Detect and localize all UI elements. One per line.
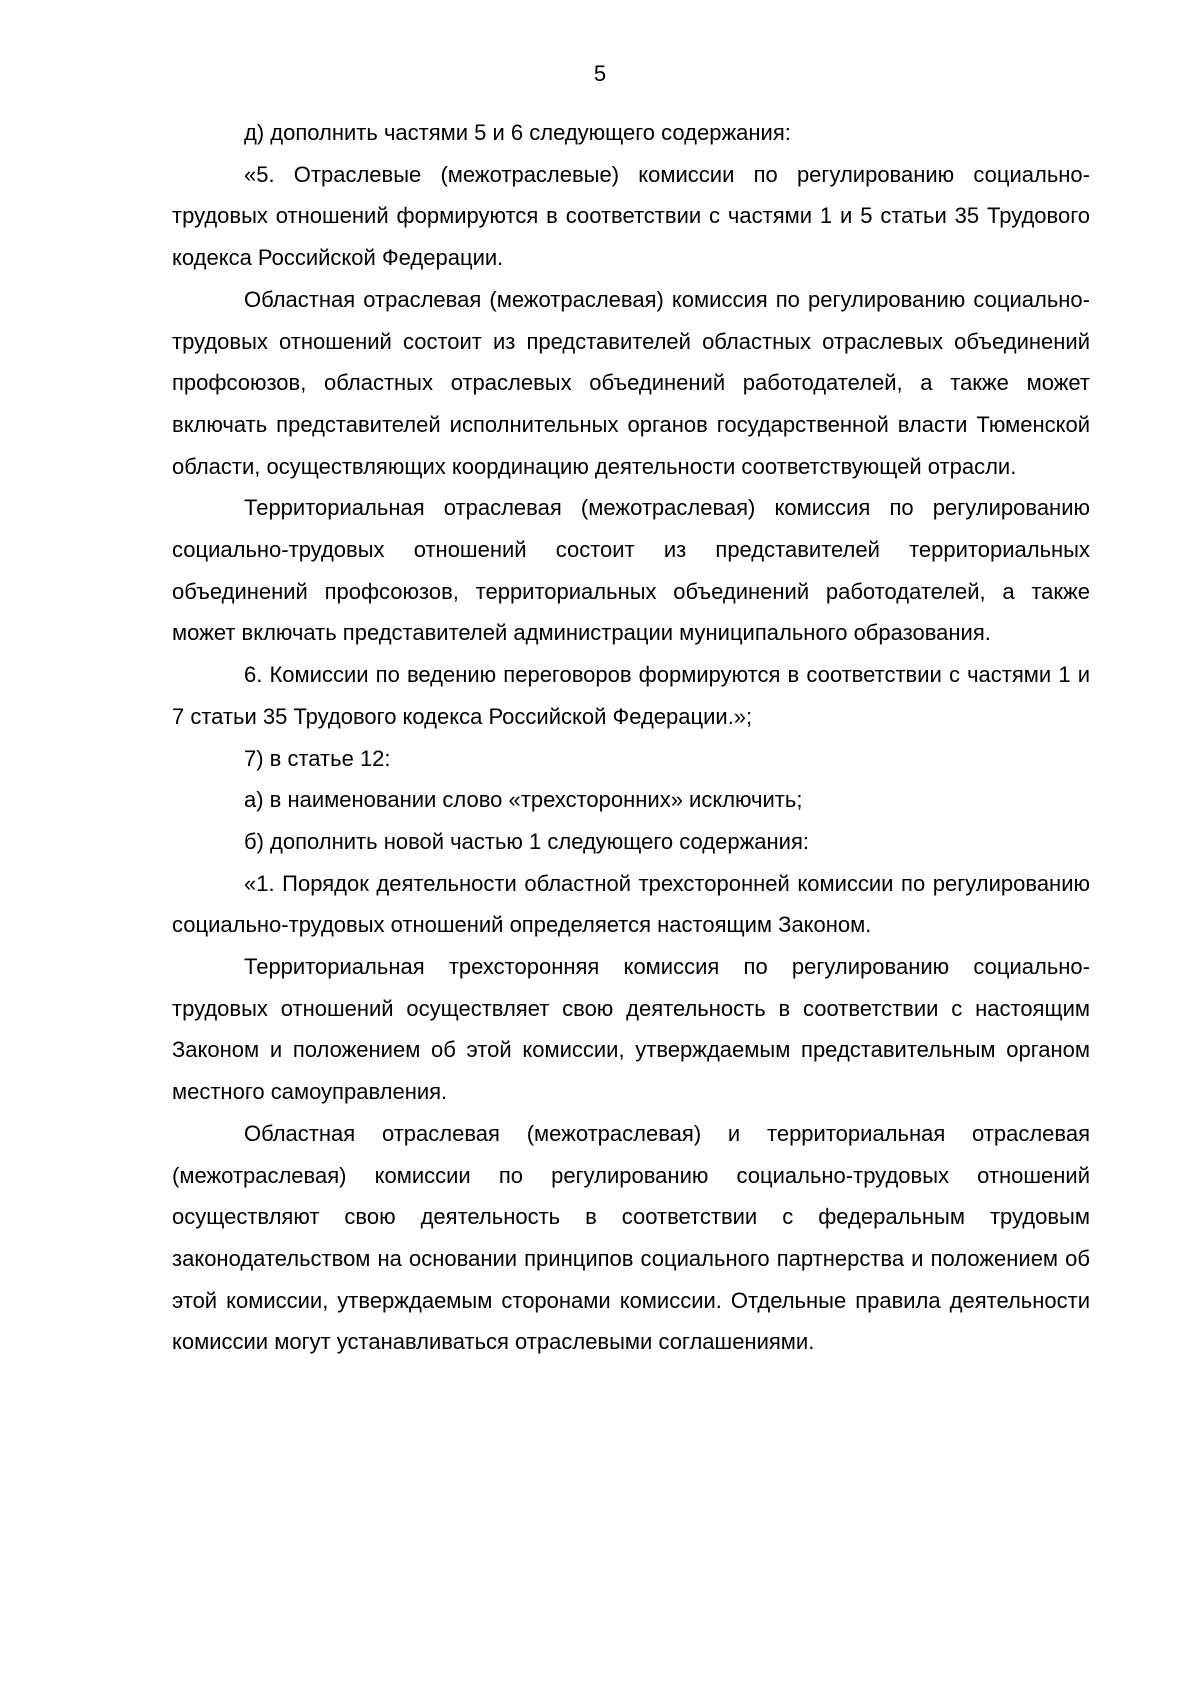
- page-number: 5: [593, 61, 607, 86]
- paragraph-part-5: «5. Отраслевые (межотраслевые) комиссии по регулированию социально-трудовых отношений формируются в соответствии с частями 1 и 5 статьи 35 Трудового кодекса Российской Федерации.: [172, 161, 1090, 271]
- paragraph-item-7: 7) в статье 12:: [244, 745, 391, 771]
- paragraph-item-a: а) в наименовании слово «трехсторонних» исключить;: [244, 787, 803, 813]
- paragraph-regional-commission: Областная отраслевая (межотраслевая) комиссия по регулированию социально-трудовых отношений состоит из представителей областных отраслевых объединений профсоюзов, областных отраслевых объединений работодателей, а также может включать представителей исполнительных органов государственной власти Тюменской области, осуществляющих координацию деятельности соответствующей отрасли.: [172, 286, 1090, 479]
- paragraph-part-6: 6. Комиссии по ведению переговоров формируются в соответствии с частями 1 и 7 статьи 35 Трудового кодекса Российской Федерации.»;: [172, 662, 1090, 729]
- paragraph-territorial-tripartite: Территориальная трехсторонняя комиссия по регулированию социально-трудовых отношений осуществляет свою деятельность в соответствии с настоящим Законом и положением об этой комиссии, утверждаемым представительным органом местного самоуправления.: [172, 954, 1090, 1105]
- paragraph-item-b: б) дополнить новой частью 1 следующего содержания:: [244, 828, 809, 854]
- document-body: [172, 112, 1090, 1363]
- paragraph-part-1: «1. Порядок деятельности областной трехсторонней комиссии по регулированию социально-трудовых отношений определяется настоящим Законом.: [172, 870, 1090, 938]
- paragraph-item-d: д) дополнить частями 5 и 6 следующего содержания:: [244, 120, 791, 145]
- paragraph-sectoral-commissions: Областная отраслевая (межотраслевая) и территориальная отраслевая (межотраслевая) комиссии по регулированию социально-трудовых отношений осуществляют свою деятельность в соответствии с федеральным трудовым законодательством на основании принципов социального партнерства и положением об этой комиссии, утверждаемым сторонами комиссии. Отдельные правила деятельности комиссии могут устанавливаться отраслевыми соглашениями.: [172, 1120, 1090, 1355]
- paragraph-territorial-commission: Территориальная отраслевая (межотраслевая) комиссия по регулированию социально-трудовых отношений состоит из представителей территориальных объединений профсоюзов, территориальных объединений работодателей, а также может включать представителей администрации муниципального образования.: [172, 495, 1090, 646]
